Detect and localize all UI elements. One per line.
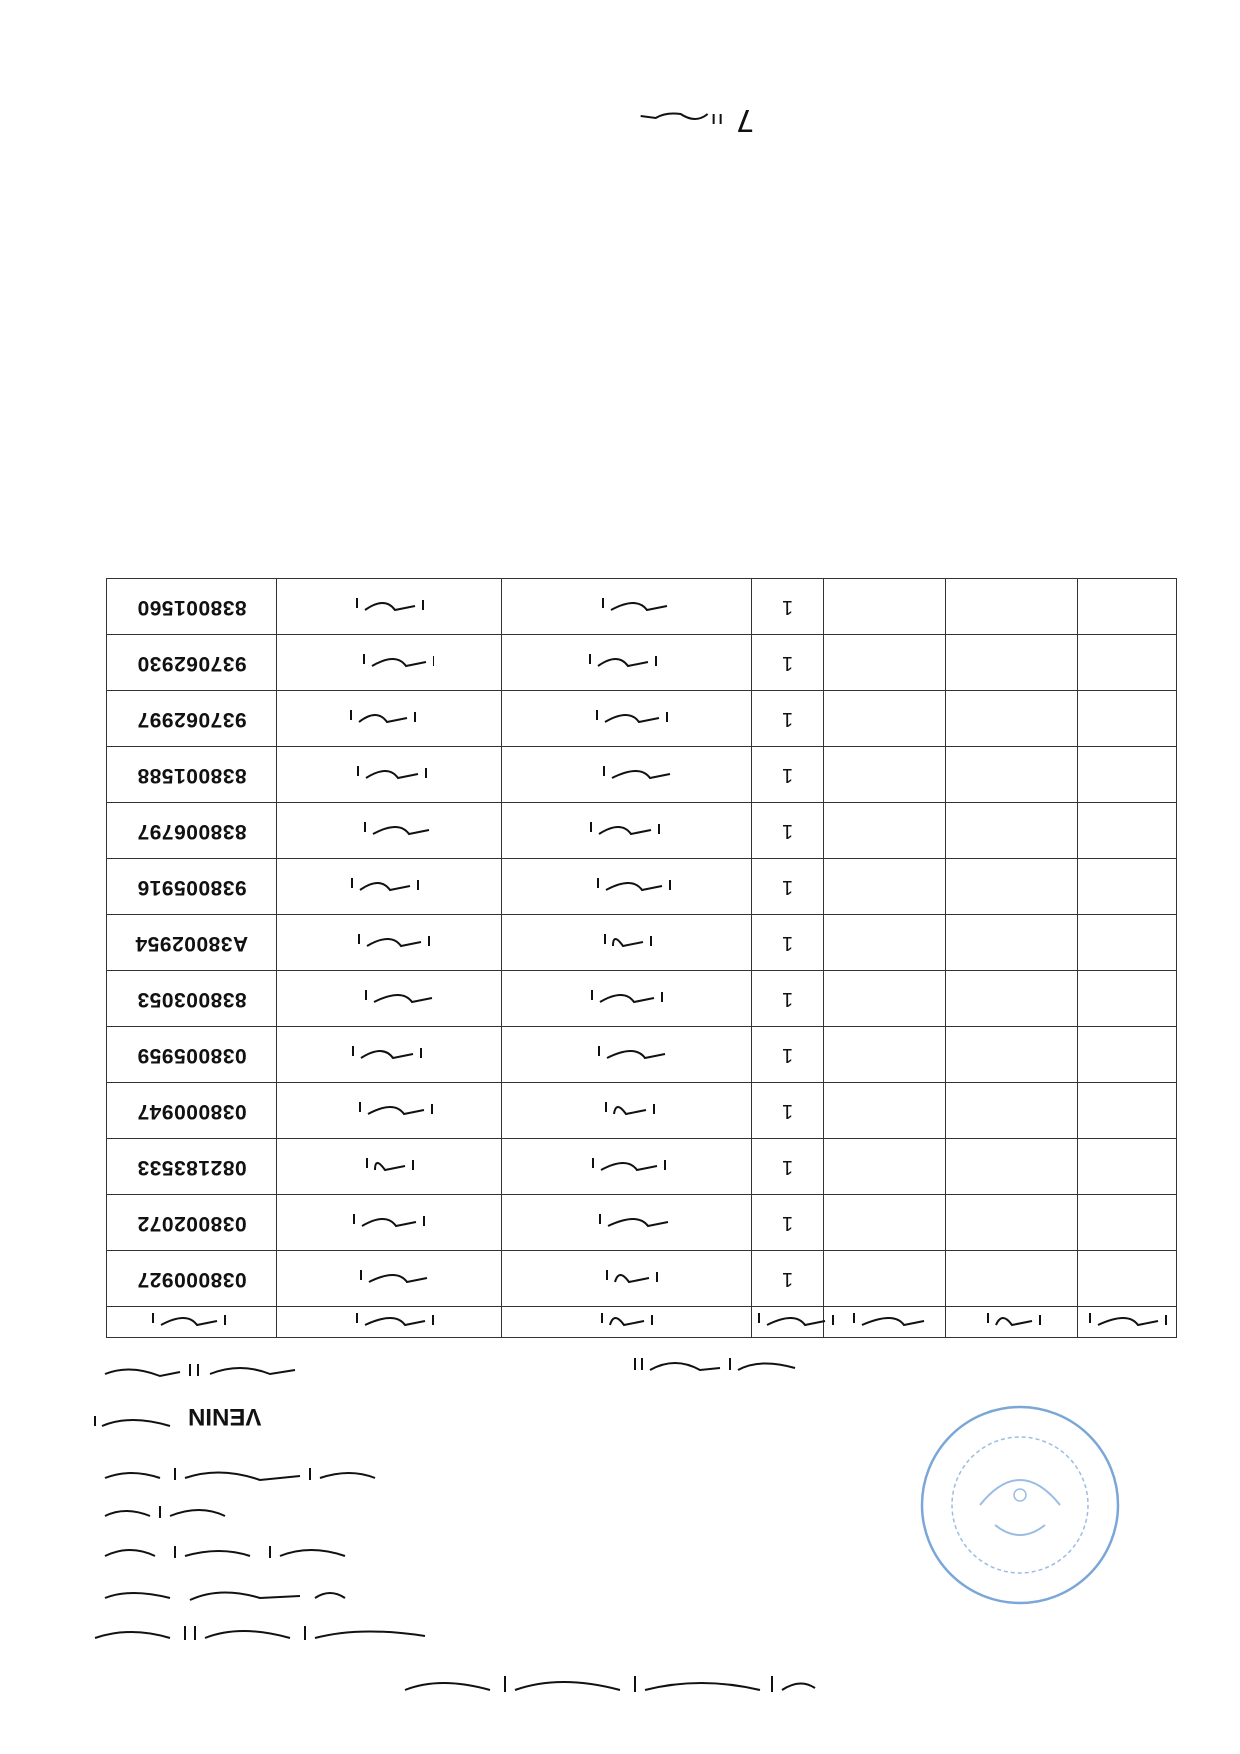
footer-line-1 bbox=[100, 1358, 300, 1384]
sequence-marker: 1 bbox=[781, 1156, 794, 1178]
sequence-marker: 1 bbox=[781, 1212, 794, 1234]
column-header bbox=[277, 1307, 502, 1338]
sequence-marker: 1 bbox=[781, 1044, 794, 1066]
page-number-value: 7 bbox=[735, 102, 755, 137]
table-row bbox=[107, 1139, 1177, 1195]
empty-cell bbox=[824, 747, 946, 803]
empty-cell bbox=[1078, 1195, 1177, 1251]
handwritten-given-name bbox=[582, 986, 672, 1008]
surname-cell bbox=[277, 1195, 502, 1251]
given-name-cell bbox=[502, 1251, 752, 1307]
surname-cell bbox=[277, 1083, 502, 1139]
given-name-cell bbox=[502, 971, 752, 1027]
empty-cell bbox=[1078, 971, 1177, 1027]
empty-cell bbox=[946, 691, 1078, 747]
id-number: 838006797 bbox=[136, 819, 247, 843]
surname-cell bbox=[277, 971, 502, 1027]
handwritten-surname bbox=[344, 930, 434, 952]
footer-signature-title bbox=[630, 1352, 800, 1378]
given-name-cell bbox=[502, 691, 752, 747]
id-number-cell bbox=[107, 1027, 277, 1083]
empty-cell bbox=[1078, 579, 1177, 635]
id-number: 038000927 bbox=[136, 1267, 247, 1291]
surname-cell bbox=[277, 691, 502, 747]
id-number: 937062997 bbox=[136, 707, 247, 731]
sequence-cell bbox=[752, 635, 824, 691]
table-row bbox=[107, 1083, 1177, 1139]
column-header bbox=[107, 1307, 277, 1338]
id-number: 038000947 bbox=[136, 1099, 247, 1123]
empty-cell bbox=[824, 859, 946, 915]
sequence-cell bbox=[752, 1139, 824, 1195]
id-number: 838003053 bbox=[136, 987, 247, 1011]
id-number: 937062930 bbox=[136, 651, 247, 675]
table-row bbox=[107, 691, 1177, 747]
surname-cell bbox=[277, 747, 502, 803]
handwritten-surname bbox=[344, 818, 434, 840]
empty-cell bbox=[1078, 859, 1177, 915]
empty-cell bbox=[1078, 915, 1177, 971]
handwritten-surname bbox=[344, 874, 434, 896]
handwritten-given-name bbox=[582, 650, 672, 672]
handwritten-given-name bbox=[582, 762, 672, 784]
handwritten-given-name bbox=[582, 1042, 672, 1064]
column-header bbox=[502, 1307, 752, 1338]
id-number-cell bbox=[107, 635, 277, 691]
id-number-cell bbox=[107, 915, 277, 971]
footer-line-7 bbox=[90, 1620, 430, 1648]
sequence-marker: 1 bbox=[781, 652, 794, 674]
id-number: A38002954 bbox=[134, 931, 249, 955]
official-seal bbox=[910, 1395, 1130, 1615]
sequence-marker: 1 bbox=[781, 764, 794, 786]
surname-cell bbox=[277, 1027, 502, 1083]
table-row bbox=[107, 1027, 1177, 1083]
column-header-script bbox=[582, 1309, 672, 1331]
column-header bbox=[824, 1307, 946, 1338]
empty-cell bbox=[824, 803, 946, 859]
handwritten-given-name bbox=[582, 1210, 672, 1232]
sequence-cell bbox=[752, 859, 824, 915]
handwritten-surname bbox=[344, 986, 434, 1008]
given-name-cell bbox=[502, 859, 752, 915]
id-number-cell bbox=[107, 691, 277, 747]
given-name-cell bbox=[502, 1195, 752, 1251]
sequence-cell bbox=[752, 1195, 824, 1251]
page-number-script bbox=[636, 109, 726, 129]
empty-cell bbox=[1078, 747, 1177, 803]
handwritten-surname bbox=[344, 1042, 434, 1064]
empty-cell bbox=[946, 1251, 1078, 1307]
given-name-cell bbox=[502, 1139, 752, 1195]
table-row bbox=[107, 635, 1177, 691]
empty-cell bbox=[824, 579, 946, 635]
roster-body bbox=[107, 579, 1177, 1338]
empty-cell bbox=[1078, 1139, 1177, 1195]
handwritten-surname bbox=[344, 650, 434, 672]
footer-line-5 bbox=[100, 1540, 350, 1566]
sequence-marker: 1 bbox=[781, 596, 794, 618]
column-header bbox=[946, 1307, 1078, 1338]
id-number-cell bbox=[107, 1139, 277, 1195]
footer-line-6 bbox=[100, 1582, 350, 1608]
given-name-cell bbox=[502, 1083, 752, 1139]
empty-cell bbox=[824, 1083, 946, 1139]
sequence-cell bbox=[752, 1027, 824, 1083]
empty-cell bbox=[946, 1139, 1078, 1195]
surname-cell bbox=[277, 803, 502, 859]
handwritten-given-name bbox=[582, 594, 672, 616]
table-row bbox=[107, 859, 1177, 915]
column-header-script bbox=[752, 1309, 842, 1331]
id-number-cell bbox=[107, 579, 277, 635]
column-header-script bbox=[1082, 1309, 1172, 1331]
empty-cell bbox=[824, 1195, 946, 1251]
empty-cell bbox=[824, 1251, 946, 1307]
table-row bbox=[107, 579, 1177, 635]
given-name-cell bbox=[502, 803, 752, 859]
id-number-cell bbox=[107, 1251, 277, 1307]
handwritten-surname bbox=[344, 1098, 434, 1120]
empty-cell bbox=[824, 971, 946, 1027]
empty-cell bbox=[824, 635, 946, 691]
column-header-script bbox=[967, 1309, 1057, 1331]
id-number: 082183533 bbox=[136, 1155, 247, 1179]
handwritten-surname bbox=[344, 1154, 434, 1176]
empty-cell bbox=[1078, 691, 1177, 747]
handwritten-surname bbox=[344, 1266, 434, 1288]
empty-cell bbox=[1078, 635, 1177, 691]
id-number-cell bbox=[107, 803, 277, 859]
id-number-cell bbox=[107, 1083, 277, 1139]
id-number: 838001560 bbox=[136, 595, 247, 619]
empty-cell bbox=[946, 859, 1078, 915]
table-row bbox=[107, 803, 1177, 859]
sequence-marker: 1 bbox=[781, 988, 794, 1010]
id-number-cell bbox=[107, 1195, 277, 1251]
surname-cell bbox=[277, 915, 502, 971]
empty-cell bbox=[1078, 1083, 1177, 1139]
handwritten-given-name bbox=[582, 818, 672, 840]
empty-cell bbox=[824, 691, 946, 747]
handwritten-surname bbox=[344, 1210, 434, 1232]
handwritten-surname bbox=[344, 706, 434, 728]
column-header-script bbox=[840, 1309, 930, 1331]
venin-label: VENIN bbox=[188, 1403, 262, 1430]
handwritten-given-name bbox=[582, 1098, 672, 1120]
surname-cell bbox=[277, 859, 502, 915]
handwritten-given-name bbox=[582, 706, 672, 728]
empty-cell bbox=[946, 803, 1078, 859]
empty-cell bbox=[946, 1083, 1078, 1139]
sequence-cell bbox=[752, 747, 824, 803]
handwritten-surname bbox=[344, 594, 434, 616]
table-row bbox=[107, 1251, 1177, 1307]
empty-cell bbox=[824, 1139, 946, 1195]
column-header-script bbox=[147, 1309, 237, 1331]
sequence-cell bbox=[752, 971, 824, 1027]
sequence-cell bbox=[752, 1251, 824, 1307]
empty-cell bbox=[946, 747, 1078, 803]
id-number: 038005959 bbox=[136, 1043, 247, 1067]
given-name-cell bbox=[502, 915, 752, 971]
page-number bbox=[636, 102, 755, 137]
empty-cell bbox=[946, 1195, 1078, 1251]
sequence-cell bbox=[752, 691, 824, 747]
surname-cell bbox=[277, 635, 502, 691]
footer-line-2 bbox=[90, 1410, 180, 1434]
footer-line-3 bbox=[100, 1462, 380, 1488]
sequence-marker: 1 bbox=[781, 876, 794, 898]
table-row bbox=[107, 915, 1177, 971]
handwritten-surname bbox=[344, 762, 434, 784]
given-name-cell bbox=[502, 747, 752, 803]
handwritten-given-name bbox=[582, 874, 672, 896]
roster-table bbox=[106, 578, 1177, 1338]
empty-cell bbox=[824, 1027, 946, 1083]
id-number: 838001588 bbox=[136, 763, 247, 787]
given-name-cell bbox=[502, 1027, 752, 1083]
column-header-script bbox=[344, 1309, 434, 1331]
footer-line-4 bbox=[100, 1500, 230, 1526]
handwritten-given-name bbox=[582, 1154, 672, 1176]
sequence-cell bbox=[752, 1083, 824, 1139]
empty-cell bbox=[1078, 1251, 1177, 1307]
table-row bbox=[107, 1195, 1177, 1251]
id-number: 938005916 bbox=[136, 875, 247, 899]
id-number-cell bbox=[107, 747, 277, 803]
id-number: 038002072 bbox=[136, 1211, 247, 1235]
empty-cell bbox=[1078, 803, 1177, 859]
surname-cell bbox=[277, 1139, 502, 1195]
surname-cell bbox=[277, 1251, 502, 1307]
handwritten-given-name bbox=[582, 930, 672, 952]
header-row bbox=[107, 1307, 1177, 1338]
empty-cell bbox=[946, 579, 1078, 635]
footer-bottom-line bbox=[400, 1670, 820, 1700]
empty-cell bbox=[1078, 1027, 1177, 1083]
sequence-marker: 1 bbox=[781, 1268, 794, 1290]
column-header bbox=[752, 1307, 824, 1338]
sequence-marker: 1 bbox=[781, 820, 794, 842]
id-number-cell bbox=[107, 971, 277, 1027]
table-row bbox=[107, 971, 1177, 1027]
sequence-marker: 1 bbox=[781, 1100, 794, 1122]
empty-cell bbox=[946, 915, 1078, 971]
sequence-cell bbox=[752, 579, 824, 635]
id-number-cell bbox=[107, 859, 277, 915]
sequence-cell bbox=[752, 803, 824, 859]
sequence-marker: 1 bbox=[781, 932, 794, 954]
sequence-marker: 1 bbox=[781, 708, 794, 730]
given-name-cell bbox=[502, 579, 752, 635]
given-name-cell bbox=[502, 635, 752, 691]
empty-cell bbox=[946, 971, 1078, 1027]
empty-cell bbox=[824, 915, 946, 971]
sequence-cell bbox=[752, 915, 824, 971]
surname-cell bbox=[277, 579, 502, 635]
column-header bbox=[1078, 1307, 1177, 1338]
table-row bbox=[107, 747, 1177, 803]
empty-cell bbox=[946, 635, 1078, 691]
handwritten-given-name bbox=[582, 1266, 672, 1288]
empty-cell bbox=[946, 1027, 1078, 1083]
